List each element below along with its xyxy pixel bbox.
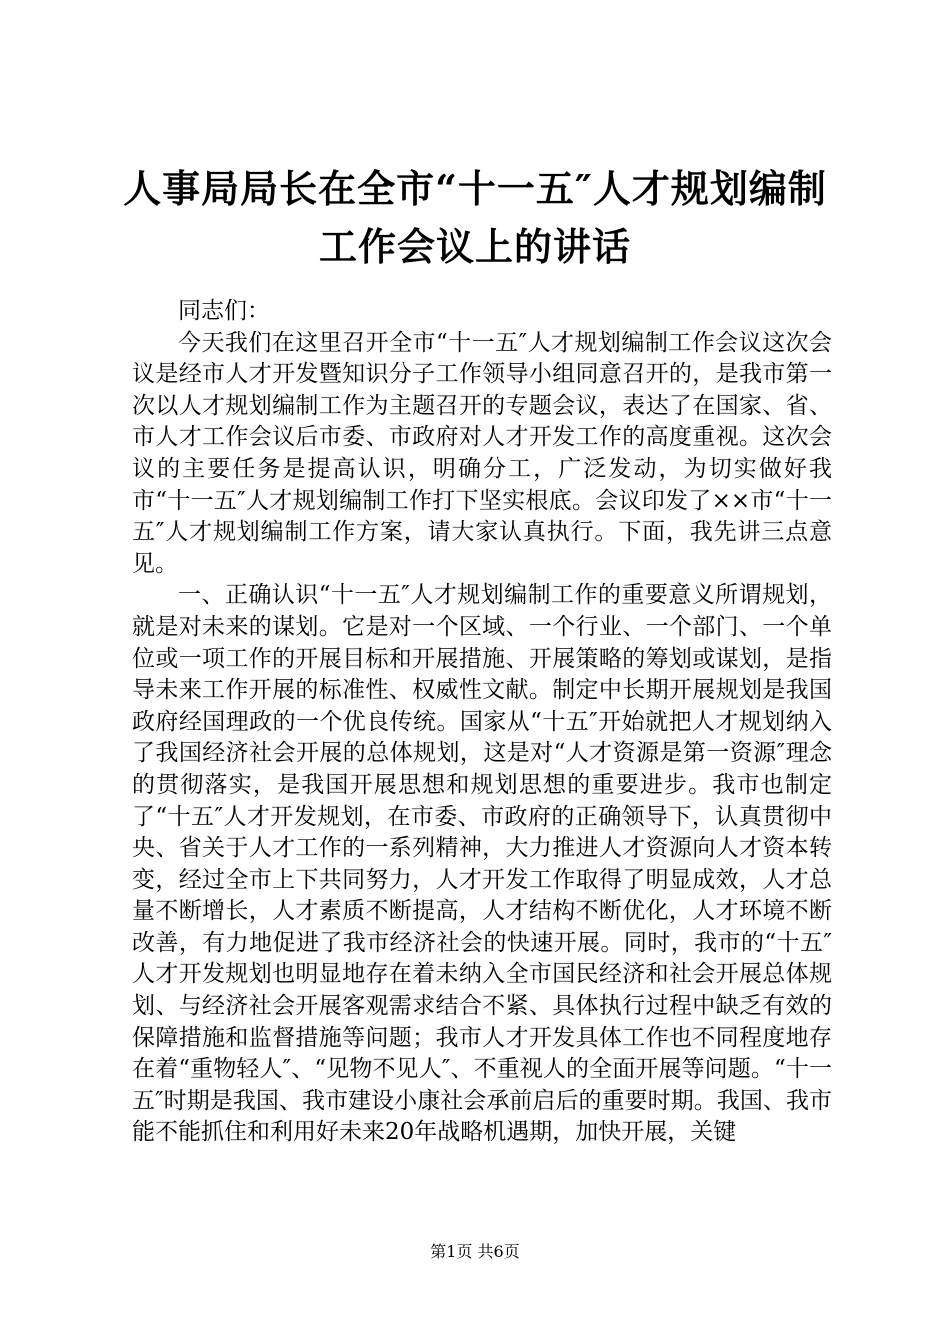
document-body: [132, 296, 832, 1149]
intro-paragraph: 今天我们在这里召开全市“十一五″人才规划编制工作会议这次会议是经市人才开发暨知识分子工作领导小组同意召开的，是我市第一次以人才规划编制工作为主题召开的专题会议，表达了在国家、省、市人才工作会议后市委、市政府对人才开发工作的高度重视。这次会议的主要任务是提高认识，明确分工，广泛发动，为切实做好我市“十一五″人才规划编制工作打下坚实根底。会议印发了××市“十一五″人才规划编制工作方案，请大家认真执行。下面，我先讲三点意见。: [132, 329, 832, 577]
salutation-paragraph: 同志们：: [178, 298, 270, 324]
page-footer: 第1页 共6页: [430, 1242, 520, 1261]
section-one-paragraph: 一、正确认识“十一五″人才规划编制工作的重要意义所谓规划，就是对未来的谋划。它是对一个区域、一个行业、一个部门、一个单位或一项工作的开展目标和开展措施、开展策略的筹划或谋划，是指导未来工作开展的标准性、权威性文献。制定中长期开展规划是我国政府经国理政的一个优良传统。国家从“十五″开始就把人才规划纳入了我国经济社会开展的总体规划，这是对“人才资源是第一资源″理念的贯彻落实，是我国开展思想和规划思想的重要进步。我市也制定了“十五″人才开发规划，在市委、市政府的正确领导下，认真贯彻中央、省关于人才工作的一系列精神，大力推进人才资源向人才资本转变，经过全市上下共同努力，人才开发工作取得了明显成效，人才总量不断增长，人才素质不断提高，人才结构不断优化，人才环境不断改善，有力地促进了我市经济社会的快速开展。同时，我市的“十五″人才开发规划也明显地存在着未纳入全市国民经济和社会开展总体规划、与经济社会开展客观需求结合不紧、具体执行过程中缺乏有效的保障措施和监督措施等问题；我市人才开发具体工作也不同程度地存在着“重物轻人″、“见物不见人″、不重视人的全面开展等问题。“十一五″时期是我国、我市建设小康社会承前启后的重要时期。我国、我市能不能抓住和利用好未来20年战略机遇期，加快开展，关键: [132, 582, 832, 1146]
document-title: 人事局局长在全市“十一五″人才规划编制工作会议上的讲话: [123, 166, 827, 269]
